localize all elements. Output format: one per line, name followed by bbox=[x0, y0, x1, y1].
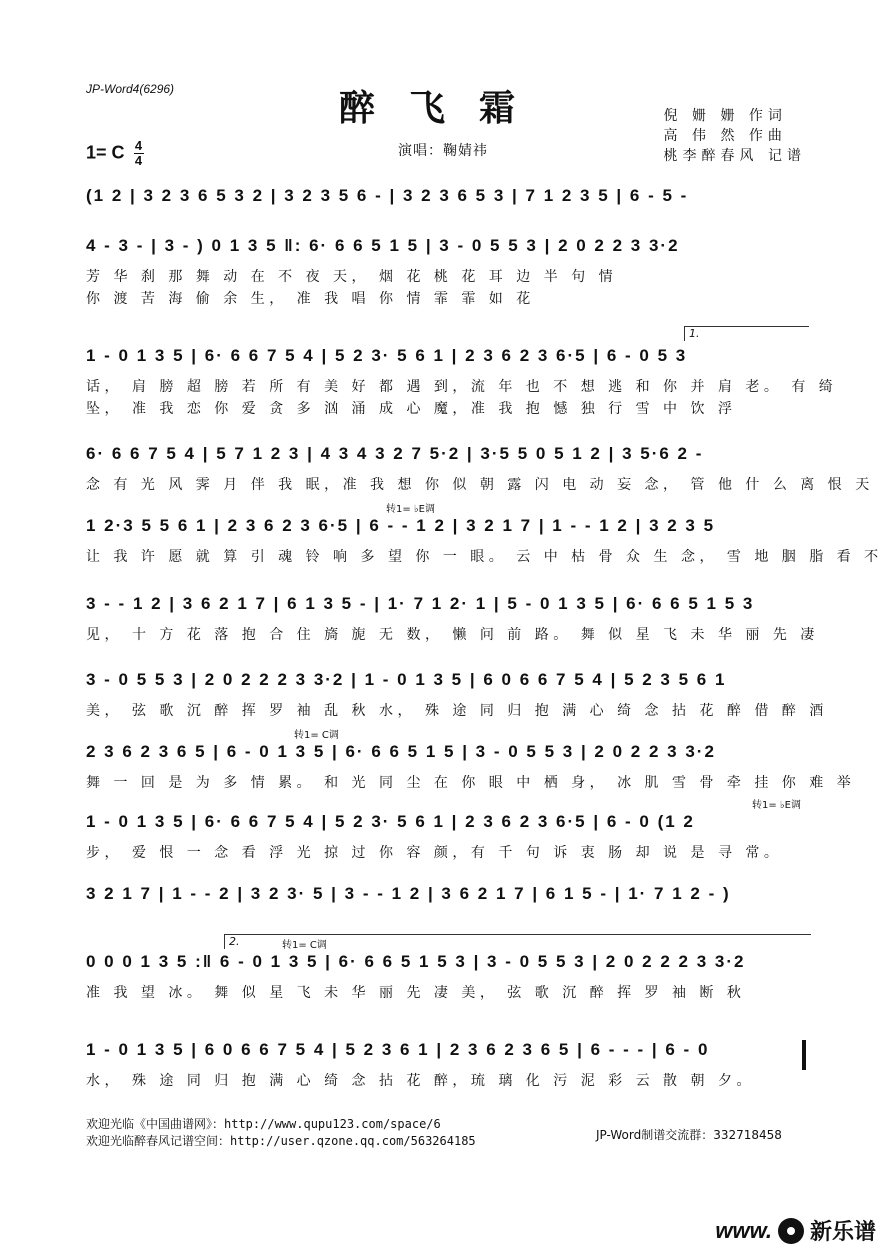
volta-2: 2. bbox=[224, 934, 811, 949]
lyricist-credit: 倪 姗 姗 作词 bbox=[663, 108, 787, 124]
score-row-7 bbox=[86, 670, 828, 722]
score-row-11 bbox=[86, 935, 806, 1004]
footer-group: JP-Word制谱交流群：332718458 bbox=[596, 1128, 782, 1142]
score-row-6 bbox=[86, 594, 819, 646]
score-row-5 bbox=[86, 504, 883, 568]
modulation-mark: 转1= C调 bbox=[282, 940, 327, 951]
logo-url-text: www. bbox=[715, 1217, 772, 1243]
singer-credit: 演唱：鞠婧祎 bbox=[398, 143, 488, 159]
lyric-verse-1: 念 有 光 风 霁 月 伴 我 眠，准 我 想 你 似 朝 露 闪 电 动 妄 念， 管 他 什 么 离 恨 天 bbox=[86, 477, 874, 493]
lyric-verse-2: 你 渡 苦 海 偷 余 生， 准 我 唱 你 情 霏 霏 如 花 bbox=[86, 291, 535, 307]
notation-line: 3 - - 1 2 | 3 6 2 1 7 | 6 1 3 5 - | 1· 7 1 2· 1 | 5 - 0 1 3 5 | 6· 6 6 5 1 5 3 bbox=[86, 594, 755, 613]
modulation-mark: 转1= ♭E调 bbox=[752, 800, 801, 811]
lyric-verse-1: 芳 华 刹 那 舞 动 在 不 夜 天， 烟 花 桃 花 耳 边 半 句 情 bbox=[86, 269, 618, 285]
notation-line: 1 - 0 1 3 5 | 6· 6 6 7 5 4 | 5 2 3· 5 6 1 | 2 3 6 2 3 6·5 | 6 - 0 5 3 bbox=[86, 346, 688, 365]
footer-link-qzone[interactable]: 欢迎光临醉春风记谱空间：http://user.qzone.qq.com/563264185 bbox=[86, 1134, 476, 1148]
time-signature bbox=[134, 140, 144, 167]
volta-1: 1. bbox=[684, 326, 809, 341]
final-barline bbox=[802, 1040, 806, 1070]
modulation-mark: 转1= ♭E调 bbox=[386, 504, 435, 515]
time-denominator: 4 bbox=[134, 153, 143, 168]
composer-credit: 高 伟 然 作曲 bbox=[663, 128, 787, 144]
lyric-verse-1: 让 我 许 愿 就 算 引 魂 铃 响 多 望 你 一 眼。 云 中 枯 骨 众 生 念， 雪 地 胭 脂 看 不 bbox=[86, 549, 883, 565]
score-row-12 bbox=[86, 1040, 806, 1092]
lyric-verse-1: 准 我 望 冰。 舞 似 星 飞 未 华 丽 先 凄 美， 弦 歌 沉 醉 挥 罗 袖 断 秋 bbox=[86, 985, 746, 1001]
lyric-verse-1: 见， 十 方 花 落 抱 合 住 旖 旎 无 数， 懒 问 前 路。 舞 似 星 飞 未 华 丽 先 凄 bbox=[86, 627, 819, 643]
score-row-2 bbox=[86, 236, 806, 310]
score-row-9 bbox=[86, 800, 806, 864]
notation-line: 1 - 0 1 3 5 | 6· 6 6 7 5 4 | 5 2 3· 5 6 1 | 2 3 6 2 3 6·5 | 6 - 0 (1 2 bbox=[86, 812, 695, 831]
notation-line: 3 - 0 5 5 3 | 2 0 2 2 2 3 3·2 | 1 - 0 1 3 5 | 6 0 6 6 7 5 4 | 5 2 3 5 6 1 bbox=[86, 670, 727, 689]
site-logo[interactable] bbox=[715, 1215, 876, 1246]
footer-link-qupu[interactable]: 欢迎光临《中国曲谱网》：http://www.qupu123.com/space/6 bbox=[86, 1117, 441, 1131]
notation-line: 3 2 1 7 | 1 - - 2 | 3 2 3· 5 | 3 - - 1 2 | 3 6 2 1 7 | 6 1 5 - | 1· 7 1 2 - ) bbox=[86, 884, 731, 903]
key-signature bbox=[86, 140, 144, 167]
time-numerator: 4 bbox=[134, 138, 143, 153]
score-row-1 bbox=[86, 186, 806, 216]
score-row-3 bbox=[86, 327, 838, 420]
score-row-8 bbox=[86, 730, 856, 794]
score-row-10 bbox=[86, 884, 806, 914]
modulation-mark: 转1= C调 bbox=[294, 730, 339, 741]
lyric-verse-1: 舞 一 回 是 为 多 情 累。 和 光 同 尘 在 你 眼 中 栖 身， 冰 肌 雪 骨 牵 挂 你 难 举 bbox=[86, 775, 856, 791]
notation-line: 1 2·3 5 5 6 1 | 2 3 6 2 3 6·5 | 6 - - 1 2 | 3 2 1 7 | 1 - - 1 2 | 3 2 3 5 bbox=[86, 516, 716, 535]
notation-line: 6· 6 6 7 5 4 | 5 7 1 2 3 | 4 3 4 3 2 7 5·2 | 3·5 5 0 5 1 2 | 3 5·6 2 - bbox=[86, 444, 704, 463]
notation-line: 0 0 0 1 3 5 :‖ 6 - 0 1 3 5 | 6· 6 6 5 1 5 3 | 3 - 0 5 5 3 | 2 0 2 2 2 3 3·2 bbox=[86, 952, 746, 971]
lyric-verse-1: 话， 肩 膀 超 膀 若 所 有 美 好 都 遇 到，流 年 也 不 想 逃 和 你 并 肩 老。 有 绮 bbox=[86, 379, 838, 395]
lyric-verse-2: 坠， 准 我 恋 你 爱 贪 多 汹 涌 成 心 魔，准 我 抱 憾 独 行 雪 中 饮 浮 bbox=[86, 401, 737, 417]
score-row-4 bbox=[86, 444, 874, 496]
notation-line: 4 - 3 - | 3 - ) 0 1 3 5 ‖: 6· 6 6 5 1 5 | 3 - 0 5 5 3 | 2 0 2 2 3 3·2 bbox=[86, 236, 680, 255]
lyric-verse-1: 步， 爱 恨 一 念 看 浮 光 掠 过 你 容 颜，有 千 句 诉 衷 肠 却 说 是 寻 常。 bbox=[86, 845, 783, 861]
record-icon bbox=[778, 1218, 804, 1244]
lyric-verse-1: 美， 弦 歌 沉 醉 挥 罗 袖 乱 秋 水， 殊 途 同 归 抱 满 心 绮 念 拈 花 醉 借 醉 酒 bbox=[86, 703, 828, 719]
key-label: 1= C bbox=[86, 142, 125, 163]
notation-line: 2 3 6 2 3 6 5 | 6 - 0 1 3 5 | 6· 6 6 5 1 5 | 3 - 0 5 5 3 | 2 0 2 2 3 3·2 bbox=[86, 742, 716, 761]
lyric-verse-1: 水， 殊 途 同 归 抱 满 心 绮 念 拈 花 醉，琉 璃 化 污 泥 彩 云 散 朝 夕。 bbox=[86, 1073, 755, 1089]
credits bbox=[664, 106, 806, 166]
source-label: JP-Word4(6296) bbox=[86, 82, 175, 96]
footer-links bbox=[86, 1116, 476, 1150]
transcriber-credit: 桃李醉春风 记谱 bbox=[663, 148, 806, 164]
notation-line: (1 2 | 3 2 3 6 5 3 2 | 3 2 3 5 6 - | 3 2 3 6 5 3 | 7 1 2 3 5 | 6 - 5 - bbox=[86, 186, 689, 205]
logo-name: 新乐谱 bbox=[809, 1219, 876, 1244]
song-title: 醉飞霜 bbox=[338, 87, 549, 129]
notation-line: 1 - 0 1 3 5 | 6 0 6 6 7 5 4 | 5 2 3 6 1 | 2 3 6 2 3 6 5 | 6 - - - | 6 - 0 bbox=[86, 1040, 710, 1059]
